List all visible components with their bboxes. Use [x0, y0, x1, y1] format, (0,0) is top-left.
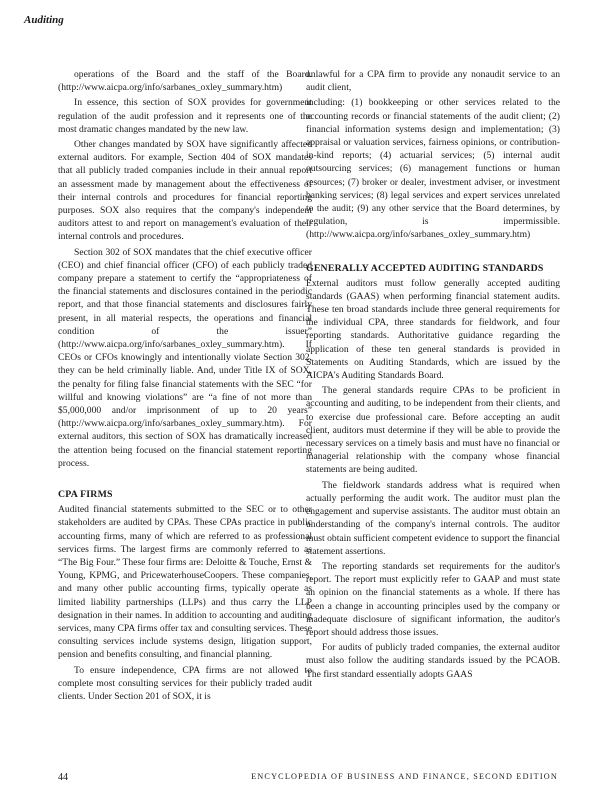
paragraph: For audits of publicly traded companies, the external auditor must also follow the auditing standards issued by the PCAOB. The first standard essentially adopts GAAS [306, 642, 560, 680]
paragraph: operations of the Board and the staff of the Board. (http://www.aicpa.org/info/sarbanes_oxley_summary.htm) [58, 69, 312, 94]
block-quote: including: (1) bookkeeping or other services related to the accounting records or financial statements of the audit client; (2) financial information systems design and implementation; (3) appraisal or valuation services, fairness opinions, or contribution-in-kind reports; (4) actuarial services; (5) internal audit outsourcing services; (6) management functions or human resources; (7) broker or dealer, investment adviser, or investment banking services; (8) legal services and expert services unrelated to the audit; (9) any other service that the Board determines, by regulation, is impermissible. (http://www.aicpa.org/info/sarbanes_oxley_summary.htm) [306, 97, 560, 241]
paragraph: Other changes mandated by SOX have significantly affected external auditors. For example, Section 404 of SOX mandates that all publicly traded companies include in their annual report an assessment made by management about the effectiveness of their internal controls and procedures for financial reporting purposes. SOX also requires that the company's independent auditors attest to and report on management's evaluation of their internal controls and procedures. [58, 139, 312, 243]
paragraph: To ensure independence, CPA firms are not allowed to complete most consulting services for their publicly traded audit clients. Under Section 201 of SOX, it is [58, 664, 312, 702]
left-column [58, 68, 312, 703]
paragraph: unlawful for a CPA firm to provide any nonaudit service to an audit client, [306, 69, 560, 94]
right-column [306, 68, 560, 681]
section-heading-cpa-firms: CPA FIRMS [58, 489, 113, 501]
paragraph: Audited financial statements submitted to the SEC or to other stakeholders are audited by CPAs. These CPAs practice in public accounting firms, many of which are referred to as professional services firms. The largest firms are commonly referred to as “The Big Four.” These four firms are: Deloitte & Touche, Ernst & Young, KPMG, and PricewaterhouseCoopers. These companies, and many other public accounting firms, typically operate as limited liability partnerships (LLPs) and thus carry the LLP designation in their names. In addition to accounting and auditing services, many CPA firms offer tax and consulting services. These consulting services include systems design, litigation support, pension and benefits consulting, and financial planning. [58, 504, 312, 661]
paragraph: The general standards require CPAs to be proficient in accounting and auditing, to be independent from their clients, and to exercise due professional care. Before accepting an audit client, auditors must determine if they will be able to provide the necessary services on a timely basis and must have no financial or managerial relationship with the company whose financial statements are being audited. [306, 385, 560, 476]
paragraph: The fieldwork standards address what is required when actually performing the audit work. The auditor must plan the engagement and supervise assistants. The auditor must obtain an understanding of the company's internal controls. The auditor must obtain sufficient competent evidence to support the financial statement assertions. [306, 479, 560, 557]
paragraph: Section 302 of SOX mandates that the chief executive officer (CEO) and chief financial officer (CFO) of each publicly traded company prepare a statement to certify the “appropriateness of the financial statements and disclosures contained in the periodic report, and that those financial statements and disclosures fairly present, in all material respects, the operations and financial condition of the issuer” (http://www.aicpa.org/info/sarbanes_oxley_summary.htm). If CEOs or CFOs knowingly and intentionally violate Section 302, they can be held criminally liable. And, under Title IX of SOX, the penalty for filing false financial statements with the SEC “for willful and knowing violations” are “a fine of not more than $5,000,000 and/or imprisonment of up to 20 years” (http://www.aicpa.org/info/sarbanes_oxley_summary.htm). For external auditors, this section of SOX has dramatically increased the attention being focused on the financial statement reporting process. [58, 246, 312, 469]
paragraph: External auditors must follow generally accepted auditing standards (GAAS) when performing financial statement audits. These ten broad standards include three general requirements for the individual CPA, three standards for fieldwork, and four reporting standards. Authoritative guidance regarding the application of these ten general standards is provided in Statements on Auditing Standards, which are issued by the AICPA's Auditing Standards Board. [306, 277, 560, 382]
paragraph: The reporting standards set requirements for the auditor's report. The report must explicitly refer to GAAP and must state an opinion on the financial statements as a whole. If there has been a change in accounting principles used by the company or inadequate disclosure of significant information, the auditor's report should address those issues. [306, 560, 560, 638]
page-number: 44 [58, 772, 68, 783]
book-title: ENCYCLOPEDIA OF BUSINESS AND FINANCE, SECOND EDITION [251, 772, 558, 781]
section-heading-gaas: GENERALLY ACCEPTED AUDITING STANDARDS [306, 262, 544, 274]
paragraph: In essence, this section of SOX provides for government regulation of the audit profession and it represents one of the most dramatic changes mandated by the new law. [58, 97, 312, 135]
running-head: Auditing [24, 14, 64, 26]
